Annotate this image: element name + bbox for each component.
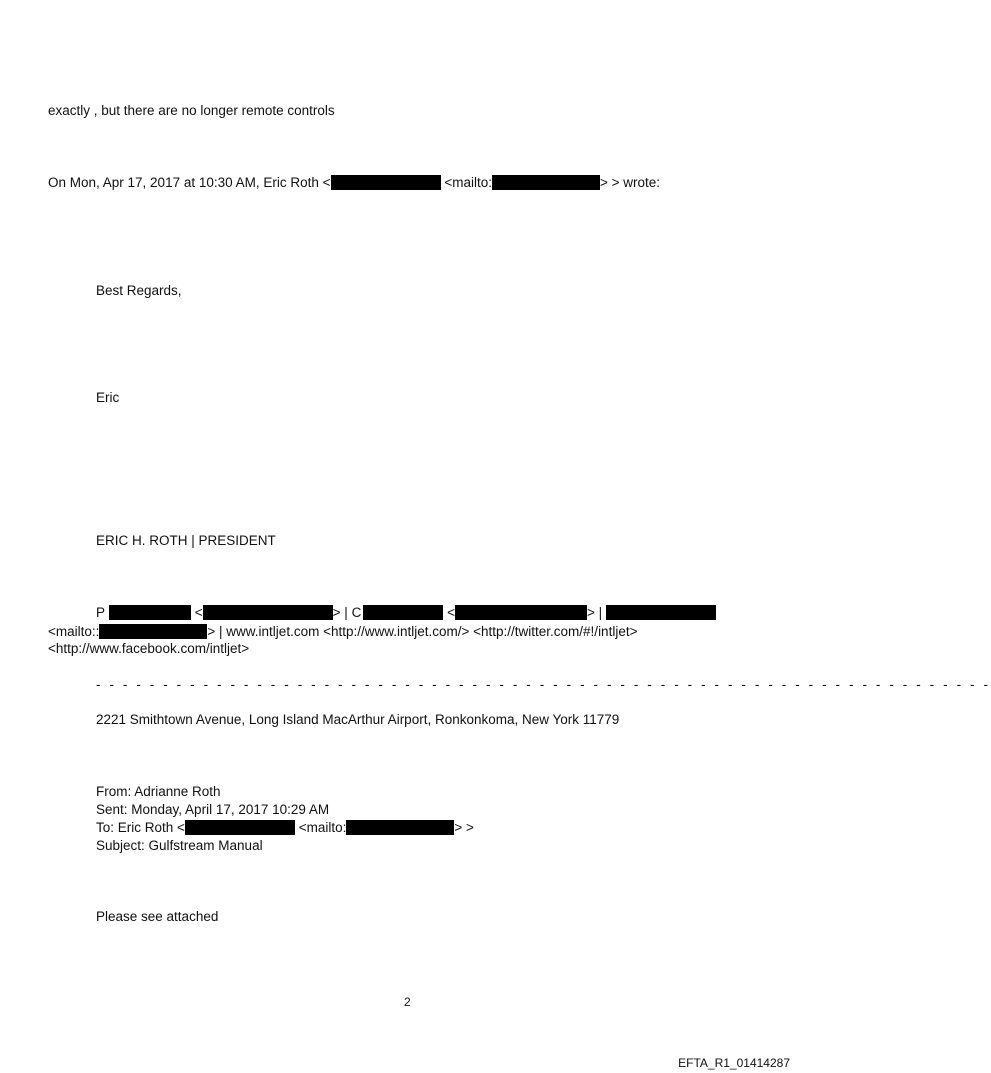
contact-lt: <	[447, 605, 455, 620]
reply-text: exactly , but there are no longer remote controls	[48, 103, 335, 118]
redaction-block	[346, 820, 454, 835]
page-number: 2	[404, 995, 411, 1009]
signature-title: ERIC H. ROTH | PRESIDENT	[96, 533, 276, 548]
signature-links-line	[48, 623, 637, 640]
web-links[interactable]: > | www.intljet.com <http://www.intljet.com/> <http://twitter.com/#!/intljet>	[207, 624, 638, 639]
forward-to-prefix: To: Eric Roth <	[96, 820, 185, 835]
redaction-block	[99, 624, 207, 639]
redaction-block	[606, 605, 716, 620]
forward-sent: Sent: Monday, April 17, 2017 10:29 AM	[96, 802, 330, 817]
forward-to-mailto: <mailto:	[298, 820, 347, 835]
forward-to	[96, 819, 474, 836]
redaction-block	[185, 820, 295, 835]
facebook-link[interactable]: <http://www.facebook.com/intljet>	[48, 641, 250, 656]
forward-body: Please see attached	[96, 909, 219, 924]
redaction-block	[109, 605, 191, 620]
signature-closing: Best Regards,	[96, 283, 182, 298]
quote-header-suffix: > > wrote:	[599, 175, 661, 190]
redaction-block	[492, 175, 600, 190]
redaction-block	[363, 605, 443, 620]
redaction-block	[331, 175, 441, 190]
signature-name: Eric	[96, 390, 120, 405]
document-id: EFTA_R1_01414287	[678, 1056, 790, 1070]
signature-contact-line	[96, 604, 716, 621]
forward-subject: Subject: Gulfstream Manual	[96, 838, 263, 853]
phone-label: P	[96, 605, 106, 620]
contact-separator: > |	[586, 605, 603, 620]
mailto-label: <mailto::	[48, 624, 100, 639]
signature-address: 2221 Smithtown Avenue, Long Island MacArthur Airport, Ronkonkoma, New York 11779	[96, 712, 620, 727]
signature-divider: - - - - - - - - - - - - - - - - - - - - - - - - - - - - - - - - - - - - - - - - - - - - - - - - - - - - - - - - - - - - - - - - - - -	[96, 677, 991, 692]
redaction-block	[203, 605, 333, 620]
forward-from: From: Adrianne Roth	[96, 784, 221, 799]
quote-header-mailto: <mailto:	[444, 175, 492, 190]
quote-header	[48, 174, 660, 191]
redaction-block	[455, 605, 587, 620]
contact-lt: <	[194, 605, 203, 620]
forward-to-suffix: > >	[454, 820, 474, 835]
contact-cell-label: > | C	[332, 605, 362, 620]
quote-header-prefix: On Mon, Apr 17, 2017 at 10:30 AM, Eric Roth <	[48, 175, 331, 190]
